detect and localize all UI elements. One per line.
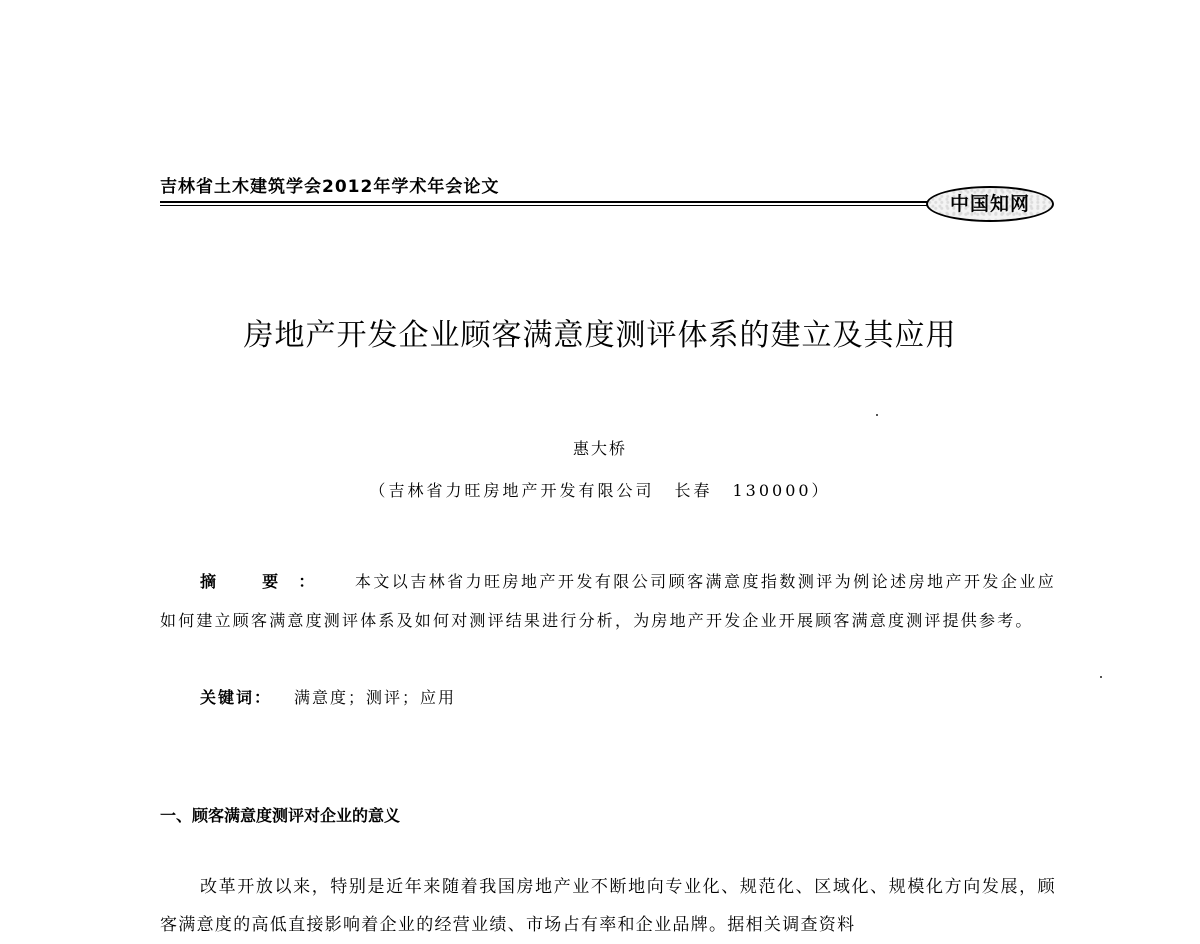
header-rule-thin <box>160 205 928 206</box>
body-paragraph: 改革开放以来，特别是近年来随着我国房地产业不断地向专业化、规范化、区域化、规模化方向发展，顾客满意度的高低直接影响着企业的经营业绩、市场占有率和企业品牌。据相关调查资料 <box>160 877 1056 935</box>
abstract-text: 本文以吉林省力旺房地产开发有限公司顾客满意度指数测评为例论述房地产开发企业应如何建立顾客满意度测评体系及如何对测评结果进行分析，为房地产开发企业开展顾客满意度测评提供参考。 <box>160 572 1056 630</box>
section-heading: 一、顾客满意度测评对企业的意义 <box>160 806 401 825</box>
keywords-label: 关键词： <box>200 688 273 707</box>
author-name: 惠大桥 <box>572 439 627 458</box>
paper-title: 房地产开发企业顾客满意度测评体系的建立及其应用 <box>243 318 957 353</box>
scan-speck <box>1100 676 1102 678</box>
affiliation-open-paren: （ <box>369 481 389 500</box>
header-rule <box>160 201 928 203</box>
affiliation-close-paren: ） <box>811 481 831 500</box>
affiliation-organization: 吉林省力旺房地产开发有限公司 <box>388 481 655 500</box>
keywords <box>200 685 456 708</box>
abstract-label: 摘 要： <box>200 572 335 591</box>
affiliation-postcode: 130000 <box>732 481 812 500</box>
author-affiliation <box>0 478 1200 501</box>
cnki-logo: 中国知网 <box>926 186 1054 222</box>
running-title: 吉林省土木建筑学会2012年学术年会论文 <box>160 177 500 197</box>
keywords-text: 满意度；测评；应用 <box>294 688 457 707</box>
affiliation-city: 长春 <box>674 481 713 500</box>
abstract <box>160 562 1056 640</box>
scan-speck <box>876 414 878 416</box>
